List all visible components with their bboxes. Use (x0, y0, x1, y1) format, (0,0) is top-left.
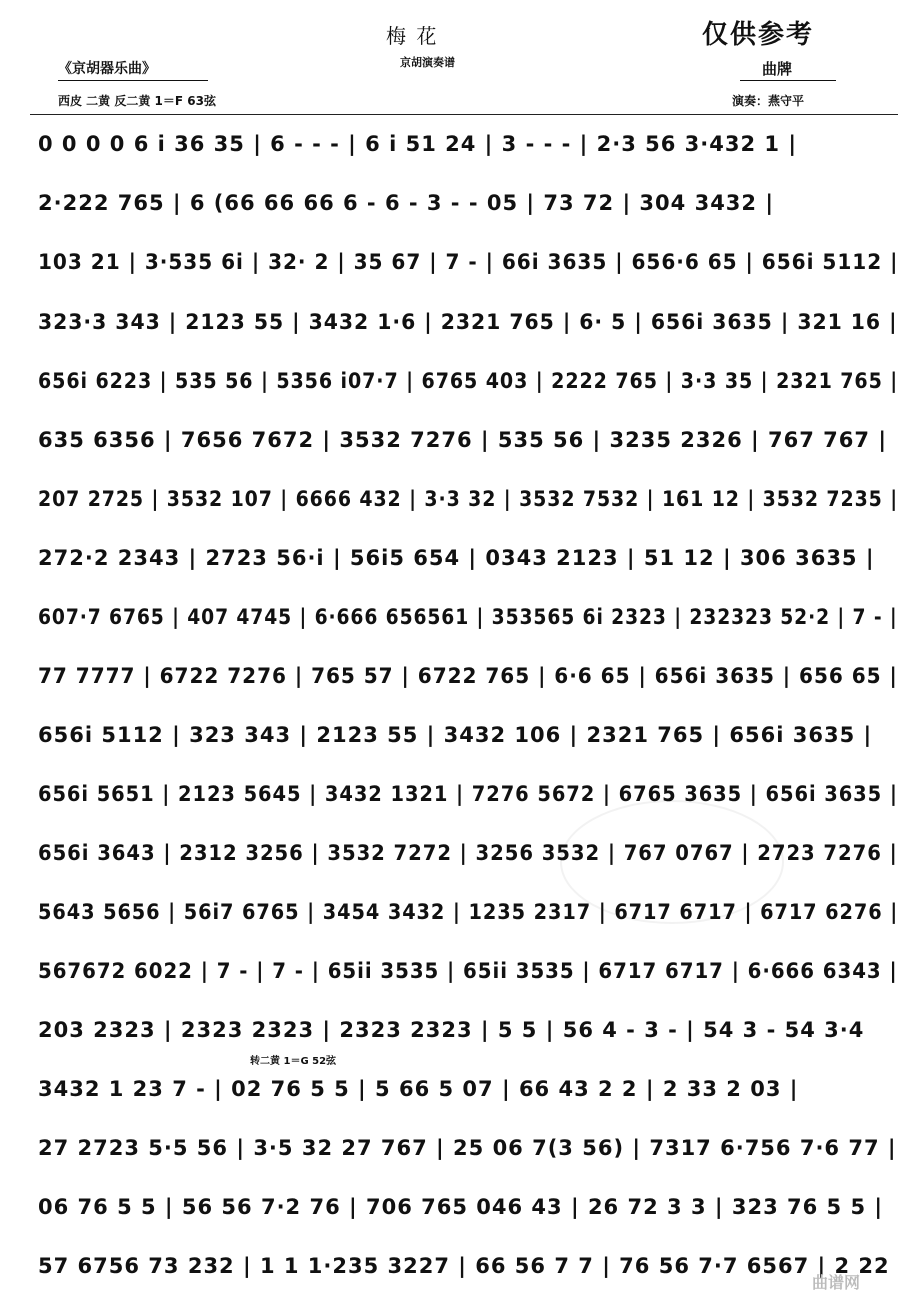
page-title: 梅 花 (386, 24, 439, 48)
notation-row: 77 7777 | 6722 7276 | 765 57 | 6722 765 | 6·6 65 | 656i 3635 | 656 65 | (38, 664, 898, 688)
genre-label: 曲牌 (762, 60, 793, 78)
notation-row: 656i 6223 | 535 56 | 5356 i07·7 | 6765 403 | 2222 765 | 3·3 35 | 2321 765 | (38, 369, 899, 393)
notation-row: 2·222 765 | 6 (66 66 66 6 - 6 - 3 - - 05 | 73 72 | 304 3432 | (38, 191, 775, 215)
notation-row: 3432 1 23 7 - | 02 76 5 5 | 5 66 5 07 | 66 43 2 2 | 2 33 2 03 | (38, 1077, 799, 1101)
notation-row: 607·7 6765 | 407 4745 | 6·666 656561 | 353565 6i 2323 | 232323 52·2 | 7 - | (38, 605, 898, 629)
notation-row: 203 2323 | 2323 2323 | 2323 2323 | 5 5 | 56 4 - 3 - | 54 3 - 54 3·4 (38, 1018, 865, 1042)
header-divider (30, 114, 898, 115)
notation-row: 57 6756 73 232 | 1 1 1·235 3227 | 66 56 7 7 | 76 56 7·7 6567 | 2 22 (38, 1254, 890, 1278)
notation-row: 656i 3643 | 2312 3256 | 3532 7272 | 3256 3532 | 767 0767 | 2723 7276 | (38, 841, 898, 865)
notation-row: 207 2725 | 3532 107 | 6666 432 | 3·3 32 | 3532 7532 | 161 12 | 3532 7235 | (38, 487, 899, 511)
reference-stamp: 仅供参考 (702, 20, 815, 50)
collection-name: 《京胡器乐曲》 (58, 61, 156, 77)
notation-row: 656i 5651 | 2123 5645 | 3432 1321 | 7276 5672 | 6765 3635 | 656i 3635 | (38, 782, 898, 806)
page-subtitle: 京胡演奏谱 (400, 56, 455, 69)
notation-row: 323·3 343 | 2123 55 | 3432 1·6 | 2321 765 | 6· 5 | 656i 3635 | 321 16 | (38, 310, 898, 334)
collection-rule (58, 80, 208, 81)
notation-row: 5643 5656 | 56i7 6765 | 3454 3432 | 1235 2317 | 6717 6717 | 6717 6276 | (38, 900, 899, 924)
key-signature: 西皮 二黄 反二黄 1＝F 63弦 (58, 94, 216, 108)
notation-row: 27 2723 5·5 56 | 3·5 32 27 767 | 25 06 7(3 56) | 7317 6·756 7·6 77 | (38, 1136, 897, 1160)
key-change-annotation: 转二黄 1＝G 52弦 (250, 1056, 337, 1067)
performer-credit: 演奏：燕守平 (732, 94, 805, 108)
notation-row: 103 21 | 3·535 6i | 32· 2 | 35 67 | 7 - | 66i 3635 | 656·6 65 | 656i 5112 | (38, 250, 899, 274)
notation-row: 656i 5112 | 323 343 | 2123 55 | 3432 106 | 2321 765 | 656i 3635 | (38, 723, 873, 747)
notation-row: 0 0 0 0 6 i 36 35 | 6 - - - | 6 i 51 24 | 3 - - - | 2·3 56 3·432 1 | (38, 132, 798, 156)
notation-row: 567672 6022 | 7 - | 7 - | 65ii 3535 | 65ii 3535 | 6717 6717 | 6·666 6343 | (38, 959, 898, 983)
notation-row: 06 76 5 5 | 56 56 7·2 76 | 706 765 046 43 | 26 72 3 3 | 323 76 5 5 | (38, 1195, 884, 1219)
notation-row: 635 6356 | 7656 7672 | 3532 7276 | 535 56 | 3235 2326 | 767 767 | (38, 428, 888, 452)
notation-row: 272·2 2343 | 2723 56·i | 56i5 654 | 0343 2123 | 51 12 | 306 3635 | (38, 546, 875, 570)
site-logo: 曲谱网 (812, 1273, 861, 1292)
genre-rule (740, 80, 836, 81)
